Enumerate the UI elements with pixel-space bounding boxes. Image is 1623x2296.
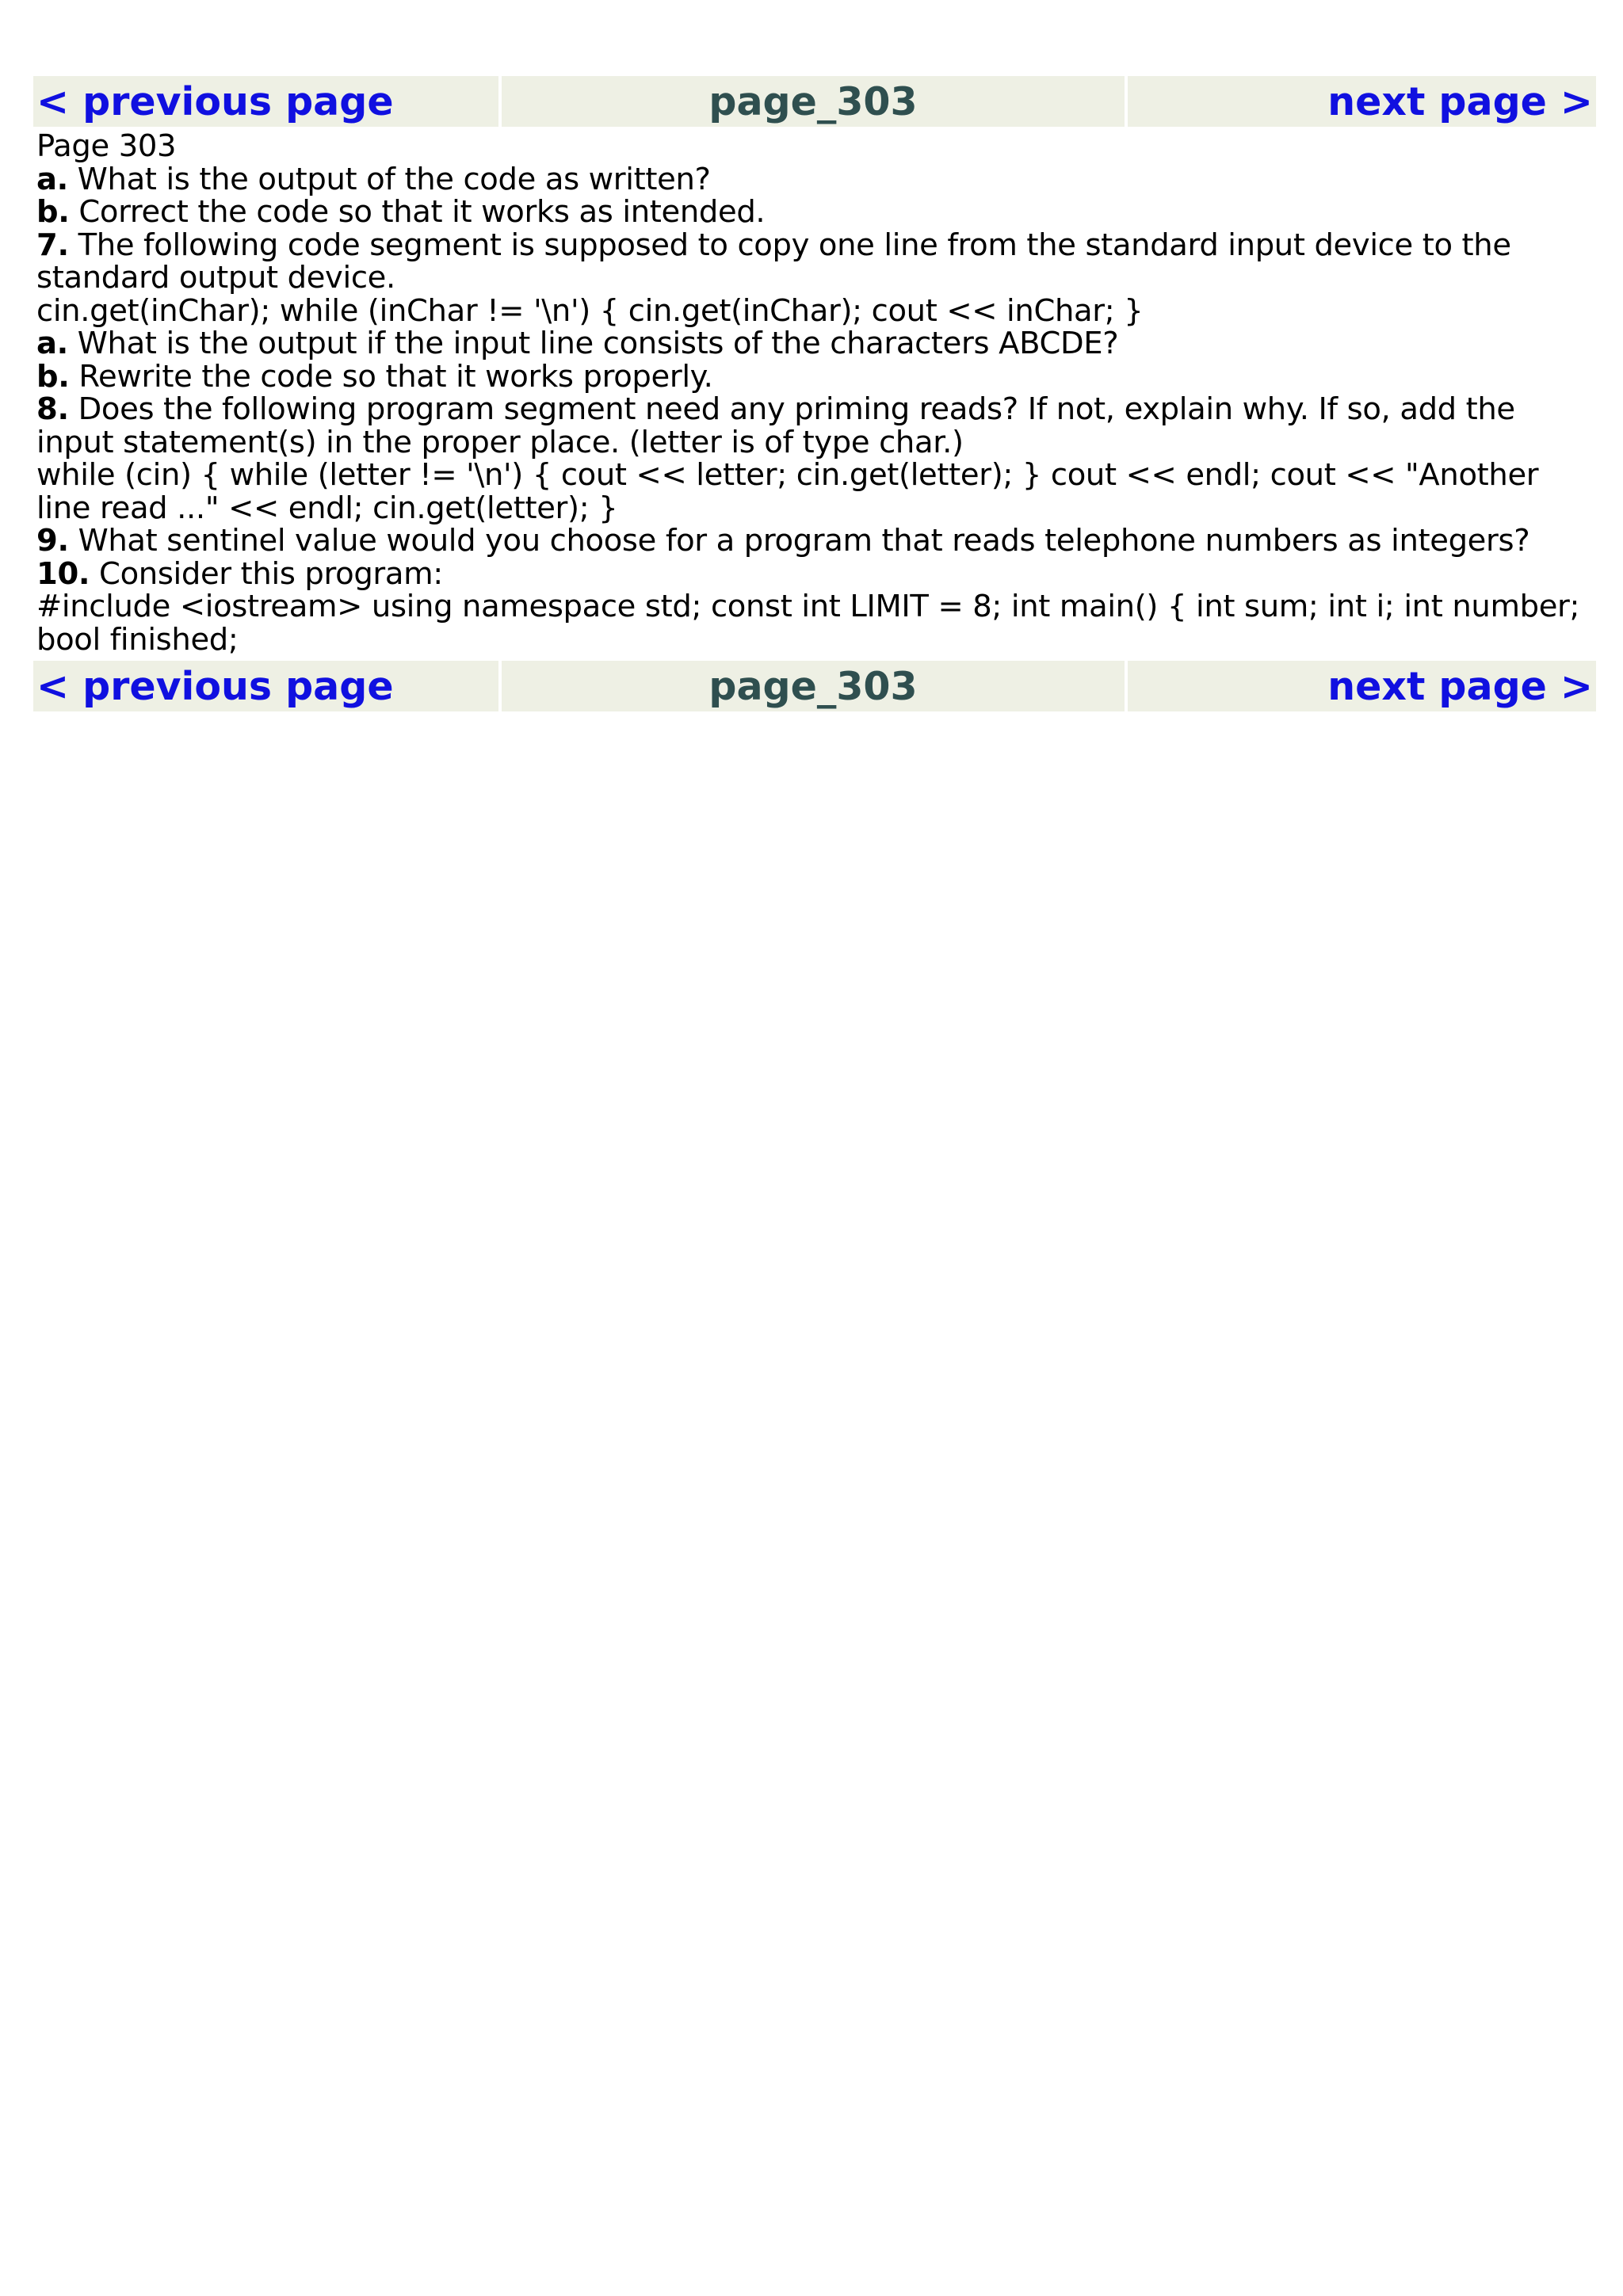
question-line [36,196,1590,229]
top-next-page-link[interactable]: next page > [1327,78,1593,124]
question-line [36,393,1590,459]
code-text: cin.get(inChar); while (inChar != '\n') { cin.get(inChar); cout << inChar; } [36,292,1144,329]
question-number: 10. [36,555,90,592]
top-previous-page-link[interactable]: < previous page [36,78,394,124]
top-next-cell [1128,76,1596,127]
question-line [36,360,1590,394]
question-text: Rewrite the code so that it works properly. [69,358,713,395]
top-previous-cell [33,76,498,127]
code-line [36,459,1590,524]
top-navigation-bar [33,76,1593,127]
question-text: What sentinel value would you choose for a program that reads telephone numbers as integers? [68,523,1530,559]
bottom-next-cell [1128,661,1596,711]
question-line [36,555,1590,592]
bottom-previous-page-link[interactable]: < previous page [36,663,394,709]
bottom-next-page-link[interactable]: next page > [1327,663,1593,709]
question-line [36,229,1590,295]
code-line [36,590,1590,656]
code-text: #include <iostream> using namespace std; const int LIMIT = 8; int main() { int sum; int i; int number; bool finished; [36,589,1580,658]
page-content [33,127,1593,661]
question-text: The following code segment is supposed to copy one line from the standard input device to the standard output device. [36,227,1511,296]
question-text: What is the output of the code as written? [67,161,711,197]
page-container [33,76,1593,711]
question-line [36,524,1590,558]
question-number: b. [36,358,70,395]
question-text: Consider this program: [90,555,443,592]
question-number: 7. [36,227,69,263]
top-page-label: page_303 [502,76,1125,127]
question-number: a. [36,161,68,197]
bottom-previous-cell [33,661,498,711]
question-line [36,327,1590,360]
page-number-heading: Page 303 [36,128,177,164]
code-text: while (cin) { while (letter != '\n') { cout << letter; cin.get(letter); } cout << endl; cout << "Another line read ..." << endl; cin.get(letter); } [36,457,1539,526]
bottom-navigation-bar [33,661,1593,711]
question-text: Correct the code so that it works as intended. [69,194,766,230]
code-line [36,292,1590,329]
question-number: b. [36,194,70,230]
question-text: Does the following program segment need any priming reads? If not, explain why. If so, add the input statement(s) in the proper place. (letter is of type char.) [36,391,1515,460]
question-number: 8. [36,391,69,427]
question-line [36,163,1590,196]
bottom-page-label: page_303 [502,661,1125,711]
question-number: 9. [36,523,69,559]
question-number: a. [36,326,68,361]
question-text: What is the output if the input line consists of the characters ABCDE? [67,326,1119,361]
